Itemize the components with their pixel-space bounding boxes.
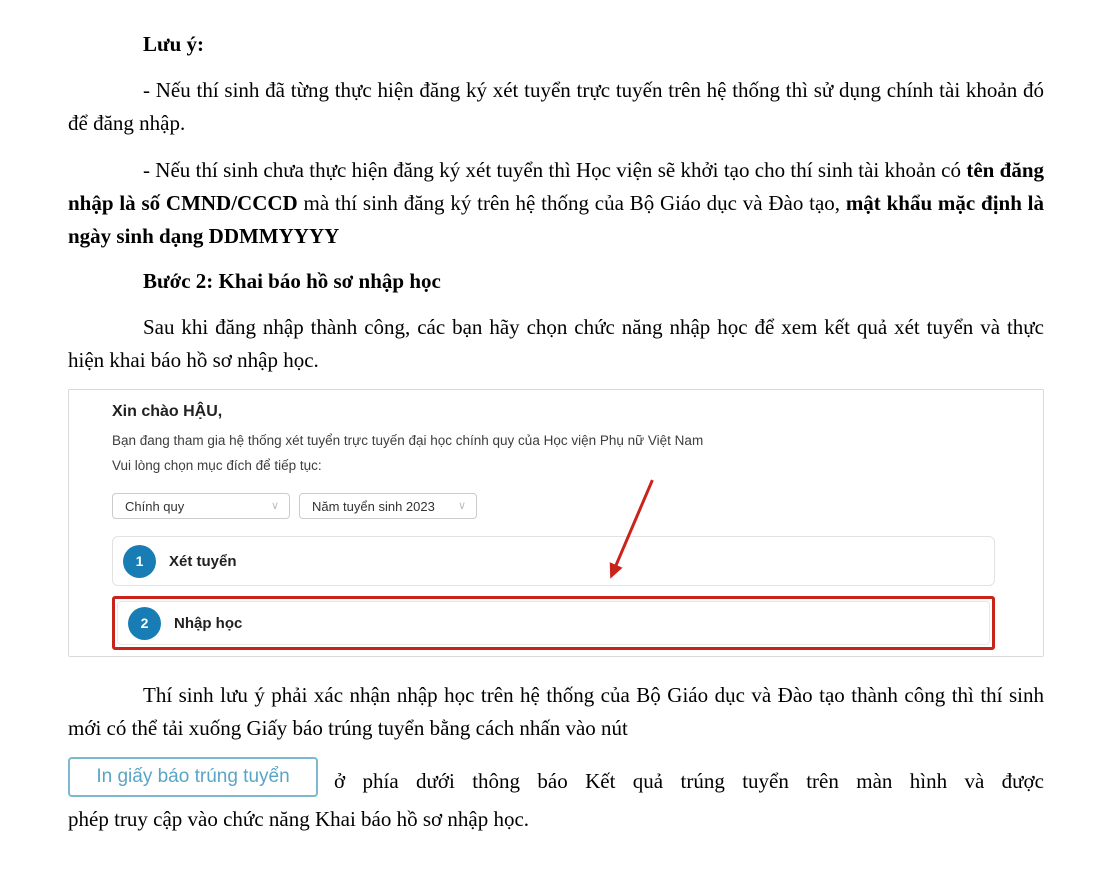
highlight-red-box xyxy=(112,596,995,650)
admission-year-value: Năm tuyển sinh 2023 xyxy=(312,498,435,514)
note-heading: Lưu ý: xyxy=(143,32,205,56)
admission-year-dropdown[interactable] xyxy=(299,493,477,519)
paragraph-last-line: phép truy cập vào chức năng Khai báo hồ sơ nhập học. xyxy=(68,807,530,831)
option-nhap-hoc[interactable] xyxy=(117,601,990,645)
bold-login-name: tên đăng nhập là số CMND/CCCD xyxy=(68,158,1044,215)
chevron-down-icon: ∨ xyxy=(457,499,466,512)
step2-heading: Bước 2: Khai báo hồ sơ nhập học xyxy=(143,269,441,293)
prompt-text: Vui lòng chọn mục đích để tiếp tục: xyxy=(112,458,322,473)
bold-default-password: mật khẩu mặc định là ngày sinh dạng DDMMYYYY xyxy=(68,191,1045,248)
program-type-value: Chính quy xyxy=(125,498,185,514)
option-xet-tuyen-label: Xét tuyển xyxy=(169,552,237,570)
embedded-screenshot xyxy=(68,389,1044,657)
paragraph-account-reuse: - Nếu thí sinh đã từng thực hiện đăng ký xét tuyển trực tuyến trên hệ thống thì sử dụng chính tài khoản đó để đăng nhập. xyxy=(68,78,1044,135)
print-admission-letter-button[interactable]: In giấy báo trúng tuyển xyxy=(68,757,318,797)
paragraph-confirm: Thí sinh lưu ý phải xác nhận nhập học trên hệ thống của Bộ Giáo dục và Đào tạo thành công thì thí sinh mới có thể tải xuống Giấy báo trúng tuyển bằng cách nhấn vào nút xyxy=(68,683,1044,740)
step-1-badge: 1 xyxy=(123,545,156,578)
paragraph-segment: - Nếu thí sinh chưa thực hiện đăng ký xét tuyển thì Học viện sẽ khởi tạo cho thí sinh tài khoản có xyxy=(143,158,967,182)
step-2-badge: 2 xyxy=(128,607,161,640)
paragraph-account-new xyxy=(68,154,1044,253)
intro-text: Bạn đang tham gia hệ thống xét tuyển trực tuyến đại học chính quy của Học viện Phụ nữ Việt Nam xyxy=(112,433,704,448)
greeting-text: Xin chào HẬU, xyxy=(112,403,223,420)
paragraph-after-button: ở phía dưới thông báo Kết quả trúng tuyển trên màn hình và được xyxy=(334,769,1044,793)
button-row xyxy=(68,757,1044,797)
paragraph-segment: mà thí sinh đăng ký trên hệ thống của Bộ Giáo dục và Đào tạo, xyxy=(297,191,846,215)
program-type-dropdown[interactable] xyxy=(112,493,290,519)
option-nhap-hoc-label: Nhập học xyxy=(174,614,243,632)
chevron-down-icon: ∨ xyxy=(270,499,279,512)
option-xet-tuyen[interactable] xyxy=(112,536,995,586)
dropdown-row xyxy=(112,493,995,519)
paragraph-step2-intro: Sau khi đăng nhập thành công, các bạn hãy chọn chức năng nhập học để xem kết quả xét tuyển và thực hiện khai báo hồ sơ nhập học. xyxy=(68,315,1044,372)
